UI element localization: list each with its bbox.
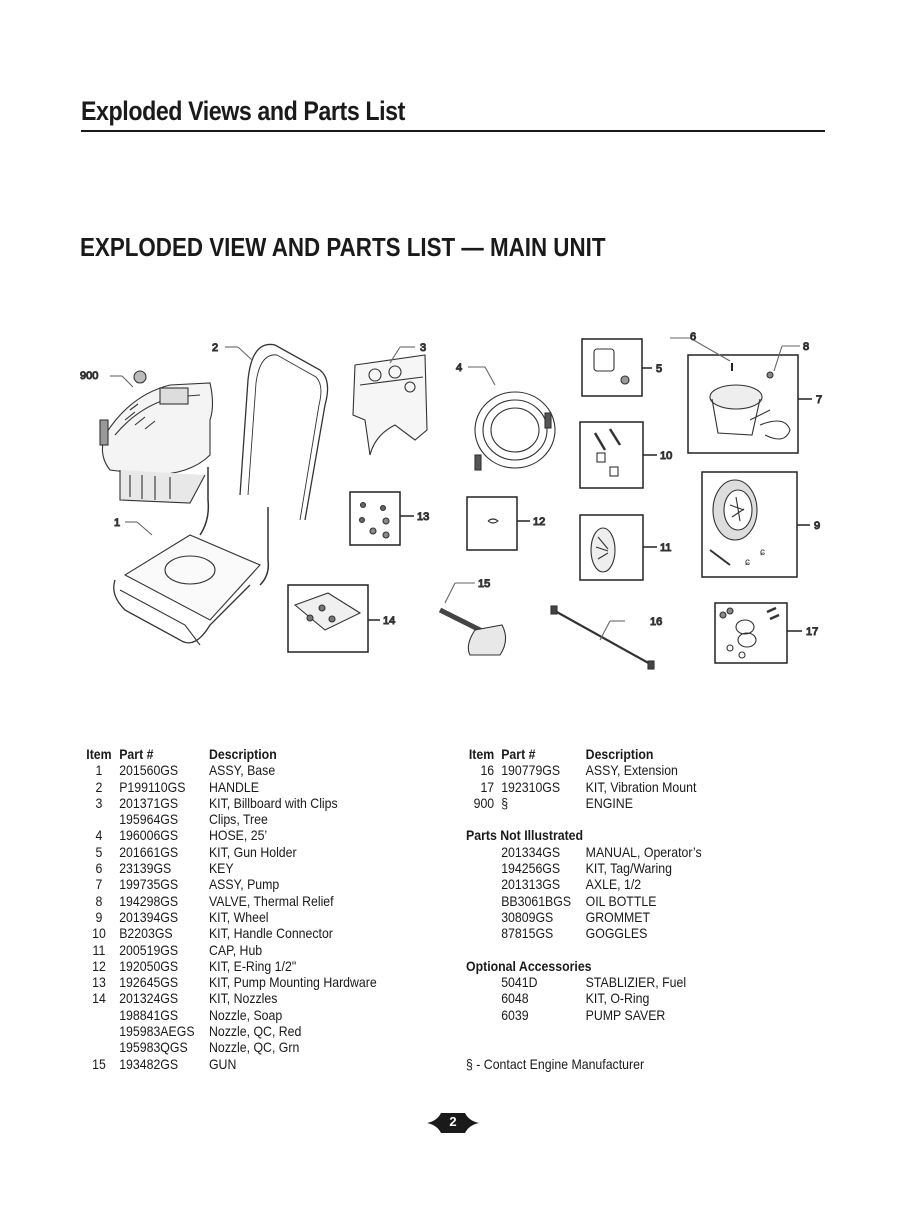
callout-900: 900 xyxy=(80,370,99,382)
header-description: Description xyxy=(585,746,654,762)
table-row xyxy=(466,1007,702,1023)
item-number: 4 xyxy=(95,827,103,844)
item-number: 6 xyxy=(95,860,103,877)
table-row xyxy=(84,860,377,876)
header-part: Part # xyxy=(501,746,536,762)
part-number: 201334GS xyxy=(501,843,561,860)
part-number: § xyxy=(501,794,509,811)
item-number: 10 xyxy=(92,925,106,942)
item-number: 7 xyxy=(95,876,103,893)
part-description: KIT, Handle Connector xyxy=(208,925,333,942)
item-number xyxy=(466,876,494,892)
part-description: GOGGLES xyxy=(585,925,648,942)
header-item: Item xyxy=(468,746,495,762)
part-number: 201313GS xyxy=(501,876,561,893)
part-description: KEY xyxy=(208,860,234,877)
table-row xyxy=(466,925,702,941)
parts-table-left xyxy=(84,746,417,1072)
table-row xyxy=(84,925,377,941)
part-number: 196006GS xyxy=(119,827,179,844)
item-number: 2 xyxy=(95,778,103,795)
table-header xyxy=(466,746,702,762)
item-number: 11 xyxy=(92,941,106,958)
page-number-badge xyxy=(427,1111,479,1135)
item-number xyxy=(84,1039,114,1055)
callout-15: 15 xyxy=(478,578,491,590)
table-row xyxy=(84,1039,377,1055)
part-description: AXLE, 1/2 xyxy=(585,876,642,893)
table-row xyxy=(84,942,377,958)
part-description: OIL BOTTLE xyxy=(585,892,657,909)
item-number: 9 xyxy=(95,908,103,925)
table-row xyxy=(84,795,377,811)
part-number: 201371GS xyxy=(119,794,179,811)
part-description: KIT, Nozzles xyxy=(208,990,278,1007)
page-number: 2 xyxy=(449,1114,457,1129)
callout-17: 17 xyxy=(806,626,819,638)
item-number xyxy=(466,860,494,876)
table-header xyxy=(84,746,377,762)
part-description: ENGINE xyxy=(585,794,633,811)
part-description: STABLIZIER, Fuel xyxy=(585,974,687,991)
part-description: HANDLE xyxy=(208,778,259,795)
item-number xyxy=(466,1007,494,1023)
part-number: 6039 xyxy=(501,1006,529,1023)
item-number xyxy=(84,1023,114,1039)
table-row xyxy=(84,876,377,892)
part-description: KIT, Pump Mounting Hardware xyxy=(208,974,377,991)
callout-9: 9 xyxy=(814,520,821,532)
part-description: Nozzle, QC, Grn xyxy=(208,1039,300,1056)
part-number: 194256GS xyxy=(501,860,561,877)
part-number: B2203GS xyxy=(119,925,173,942)
header-part: Part # xyxy=(119,746,154,762)
callout-5: 5 xyxy=(656,363,663,375)
callout-1: 1 xyxy=(114,517,121,529)
page-header-title: Exploded Views and Parts List xyxy=(81,96,405,126)
table-row xyxy=(84,909,377,925)
table-row xyxy=(466,909,702,925)
part-number: 87815GS xyxy=(501,925,554,942)
part-description: GUN xyxy=(208,1055,237,1072)
callout-12: 12 xyxy=(533,516,546,528)
table-row xyxy=(84,1023,377,1039)
table-row xyxy=(84,827,377,843)
header-item: Item xyxy=(86,746,112,762)
item-number xyxy=(466,925,494,941)
part-number: 192310GS xyxy=(501,778,561,795)
part-description: Nozzle, QC, Red xyxy=(208,1023,302,1040)
part-description: Nozzle, Soap xyxy=(208,1006,283,1023)
part-number: 194298GS xyxy=(119,892,179,909)
item-number xyxy=(466,844,494,860)
part-description: Clips, Tree xyxy=(208,811,268,828)
item-number xyxy=(466,909,494,925)
part-number: 190779GS xyxy=(501,762,561,779)
part-number: 199735GS xyxy=(119,876,179,893)
callout-10: 10 xyxy=(660,450,673,462)
table-row xyxy=(84,1007,377,1023)
item-number xyxy=(466,893,494,909)
parts-table-right xyxy=(466,746,734,1072)
part-number: P199110GS xyxy=(119,778,186,795)
item-number: 16 xyxy=(480,762,495,779)
item-number xyxy=(84,1007,114,1023)
item-number: 1 xyxy=(95,762,103,779)
callout-14: 14 xyxy=(383,615,396,627)
section-title: EXPLODED VIEW AND PARTS LIST — MAIN UNIT xyxy=(80,232,606,262)
part-number: 192645GS xyxy=(119,974,179,991)
callout-13: 13 xyxy=(417,511,430,523)
part-number: 195983AEGS xyxy=(119,1023,195,1040)
part-number: 5041D xyxy=(501,974,538,991)
table-row xyxy=(466,844,702,860)
callout-16: 16 xyxy=(650,616,663,628)
part-number: 195983QGS xyxy=(119,1039,188,1056)
part-number: 192050GS xyxy=(119,957,179,974)
table-row xyxy=(84,974,377,990)
header-divider xyxy=(81,130,825,132)
footnote: § - Contact Engine Manufacturer xyxy=(466,1055,645,1072)
callout-8: 8 xyxy=(803,341,810,353)
table-row xyxy=(84,844,377,860)
table-row xyxy=(84,1056,377,1072)
svg-text:ɕ: ɕ xyxy=(745,557,750,568)
table-row xyxy=(466,795,702,811)
part-number: 201560GS xyxy=(119,762,179,779)
item-number: 900 xyxy=(473,794,495,811)
part-description: VALVE, Thermal Relief xyxy=(208,892,334,909)
item-number: 13 xyxy=(92,974,106,991)
item-number: 5 xyxy=(95,843,103,860)
svg-text:ɕ: ɕ xyxy=(760,547,765,558)
part-number: 195964GS xyxy=(119,811,179,828)
part-description: KIT, O-Ring xyxy=(585,990,650,1007)
part-description: PUMP SAVER xyxy=(585,1006,666,1023)
part-description: HOSE, 25’ xyxy=(208,827,268,844)
callout-4: 4 xyxy=(456,362,463,374)
optional-accessories-heading: Optional Accessories xyxy=(466,957,592,974)
item-number: 14 xyxy=(92,990,106,1007)
part-description: ASSY, Pump xyxy=(208,876,280,893)
part-description: KIT, E-Ring 1/2" xyxy=(208,957,297,974)
part-number: 198841GS xyxy=(119,1006,179,1023)
table-row xyxy=(466,990,702,1006)
part-description: GROMMET xyxy=(585,908,651,925)
table-row xyxy=(466,779,702,795)
table-row xyxy=(84,990,377,1006)
part-number: 201394GS xyxy=(119,908,179,925)
table-row xyxy=(466,893,702,909)
item-number xyxy=(84,811,114,827)
item-number: 8 xyxy=(95,892,103,909)
callout-3: 3 xyxy=(420,342,427,354)
table-row xyxy=(84,958,377,974)
part-description: KIT, Billboard with Clips xyxy=(208,794,338,811)
table-row xyxy=(466,876,702,892)
item-number: 15 xyxy=(92,1055,106,1072)
part-description: KIT, Tag/Waring xyxy=(585,860,672,877)
callout-6: 6 xyxy=(690,331,697,343)
callout-11: 11 xyxy=(660,542,672,554)
part-number: 6048 xyxy=(501,990,529,1007)
table-row xyxy=(84,779,377,795)
part-number: BB3061BGS xyxy=(501,892,572,909)
table-row xyxy=(466,860,702,876)
item-number: 12 xyxy=(92,957,106,974)
table-row xyxy=(466,974,702,990)
exploded-view-diagram xyxy=(70,325,850,685)
callout-7: 7 xyxy=(816,394,823,406)
part-description: KIT, Vibration Mount xyxy=(585,778,697,795)
part-number: 30809GS xyxy=(501,908,554,925)
item-number: 3 xyxy=(95,794,103,811)
part-number: 23139GS xyxy=(119,860,172,877)
part-number: 201324GS xyxy=(119,990,179,1007)
table-row xyxy=(84,893,377,909)
callout-2: 2 xyxy=(212,342,219,354)
engine-illustration xyxy=(100,371,213,503)
not-illustrated-heading: Parts Not Illustrated xyxy=(466,827,584,844)
part-description: KIT, Gun Holder xyxy=(208,843,297,860)
part-number: 193482GS xyxy=(119,1055,179,1072)
header-description: Description xyxy=(208,746,277,762)
item-number xyxy=(466,974,494,990)
part-description: ASSY, Extension xyxy=(585,762,678,779)
table-row xyxy=(466,762,702,778)
part-description: MANUAL, Operator’s xyxy=(585,843,702,860)
part-number: 200519GS xyxy=(119,941,179,958)
item-number: 17 xyxy=(480,778,495,795)
part-description: CAP, Hub xyxy=(208,941,263,958)
part-description: ASSY, Base xyxy=(208,762,276,779)
item-number xyxy=(466,990,494,1006)
part-description: KIT, Wheel xyxy=(208,908,269,925)
part-number: 201661GS xyxy=(119,843,179,860)
table-row xyxy=(84,811,377,827)
table-row xyxy=(84,762,377,778)
